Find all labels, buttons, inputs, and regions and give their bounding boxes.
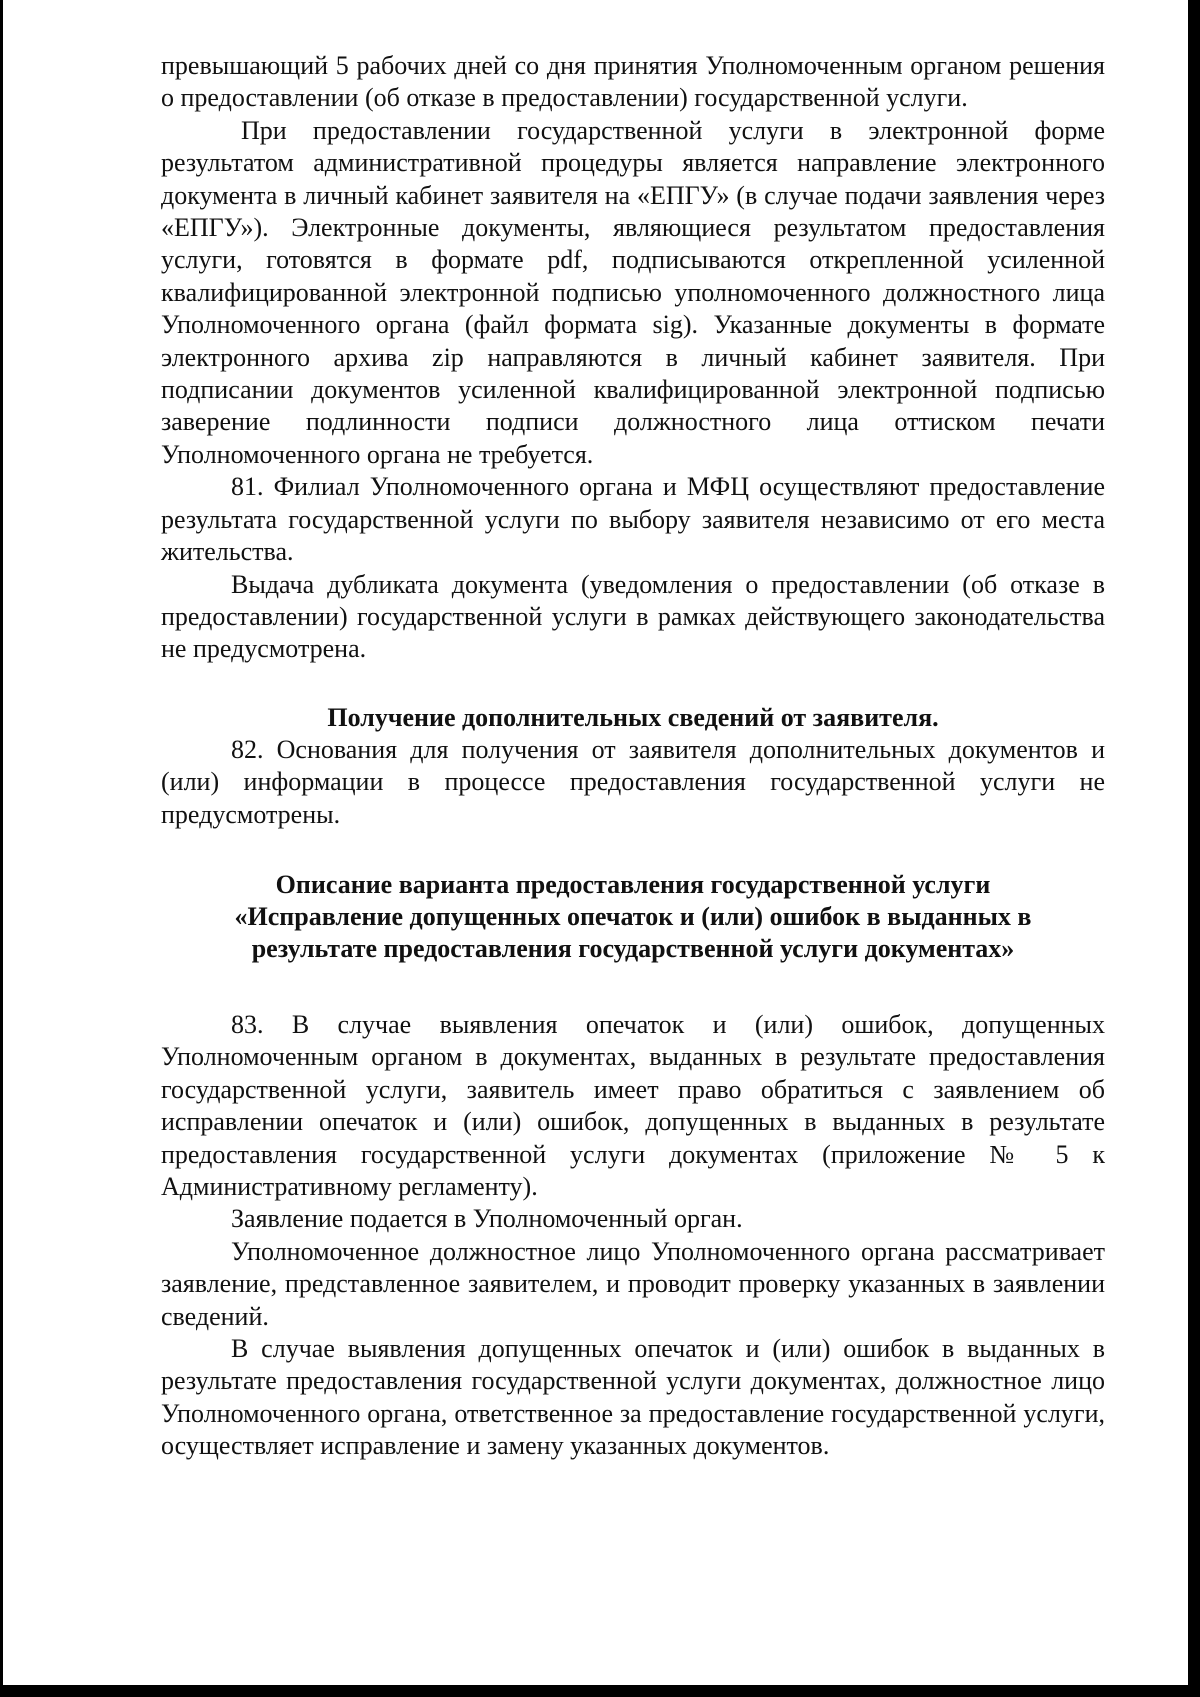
paragraph-83: 83. В случае выявления опечаток и (или) ошибок, допущенных Уполномоченным органом в документах, выданных в результате предоставления государственной услуги, заявитель имеет право обратиться с заявлением об исправлении опечаток и (или) ошибок, допущенных в выданных в результате предоставления государственной услуги документах (приложение № 5 к Административному регламенту). [161, 1009, 1105, 1201]
scan-border-bottom [0, 1685, 1200, 1697]
spacer [161, 831, 1105, 869]
spacer [161, 666, 1105, 702]
paragraph-correction: В случае выявления допущенных опечаток и (или) ошибок в выданных в результате предоставления государственной услуги документах, должностное лицо Уполномоченного органа, ответственное за предоставление государственной услуги, осуществляет исправление и замену указанных документов. [161, 1334, 1105, 1461]
paragraph-continuation: превышающий 5 рабочих дней со дня принятия Уполномоченным органом решения о предоставлении (об отказе в предоставлении) государственной услуги. [161, 51, 1105, 113]
document-page [161, 50, 1105, 1463]
paragraph-82: 82. Основания для получения от заявителя дополнительных документов и (или) информации в процессе предоставления государственной услуги не предусмотрены. [161, 734, 1105, 829]
paragraph-81: 81. Филиал Уполномоченного органа и МФЦ осуществляют предоставление результата государственной услуги по выбору заявителя независимо от его места жительства. [161, 472, 1105, 567]
section-heading-variant [161, 869, 1105, 965]
spacer [161, 965, 1105, 1009]
section-heading-additional-info: Получение дополнительных сведений от заявителя. [327, 702, 939, 732]
scan-border-left [0, 0, 3, 1697]
paragraph-official-review: Уполномоченное должностное лицо Уполномоченного органа рассматривает заявление, представленное заявителем, и проводит проверку указанных в заявлении сведений. [161, 1236, 1105, 1331]
section-heading-variant-line: результате предоставления государственной услуги документах» [251, 933, 1015, 963]
section-heading-variant-line: Описание варианта предоставления государственной услуги [275, 869, 991, 899]
paragraph-electronic-form: При предоставлении государственной услуги в электронной форме результатом административной процедуры является направление электронного документа в личный кабинет заявителя на «ЕПГУ» (в случае подачи заявления через «ЕПГУ»). Электронные документы, являющиеся результатом предоставления услуги, готовятся в формате pdf, подписываются открепленной усиленной квалифицированной электронной подписью уполномоченного должностного лица Уполномоченного органа (файл формата sig). Указанные документы в формате электронного архива zip направляются в личный кабинет заявителя. При подписании документов усиленной квалифицированной электронной подписью заверение подлинности подписи должностного лица оттиском печати Уполномоченного органа не требуется. [161, 115, 1105, 469]
paragraph-duplicate: Выдача дубликата документа (уведомления о предоставлении (об отказе в предоставлении) государственной услуги в рамках действующего законодательства не предусмотрена. [161, 569, 1105, 664]
section-heading-variant-line: «Исправление допущенных опечаток и (или) ошибок в выданных в [234, 901, 1032, 931]
paragraph-application-submitted: Заявление подается в Уполномоченный орган. [231, 1204, 743, 1234]
scan-border-right [1188, 0, 1200, 1697]
